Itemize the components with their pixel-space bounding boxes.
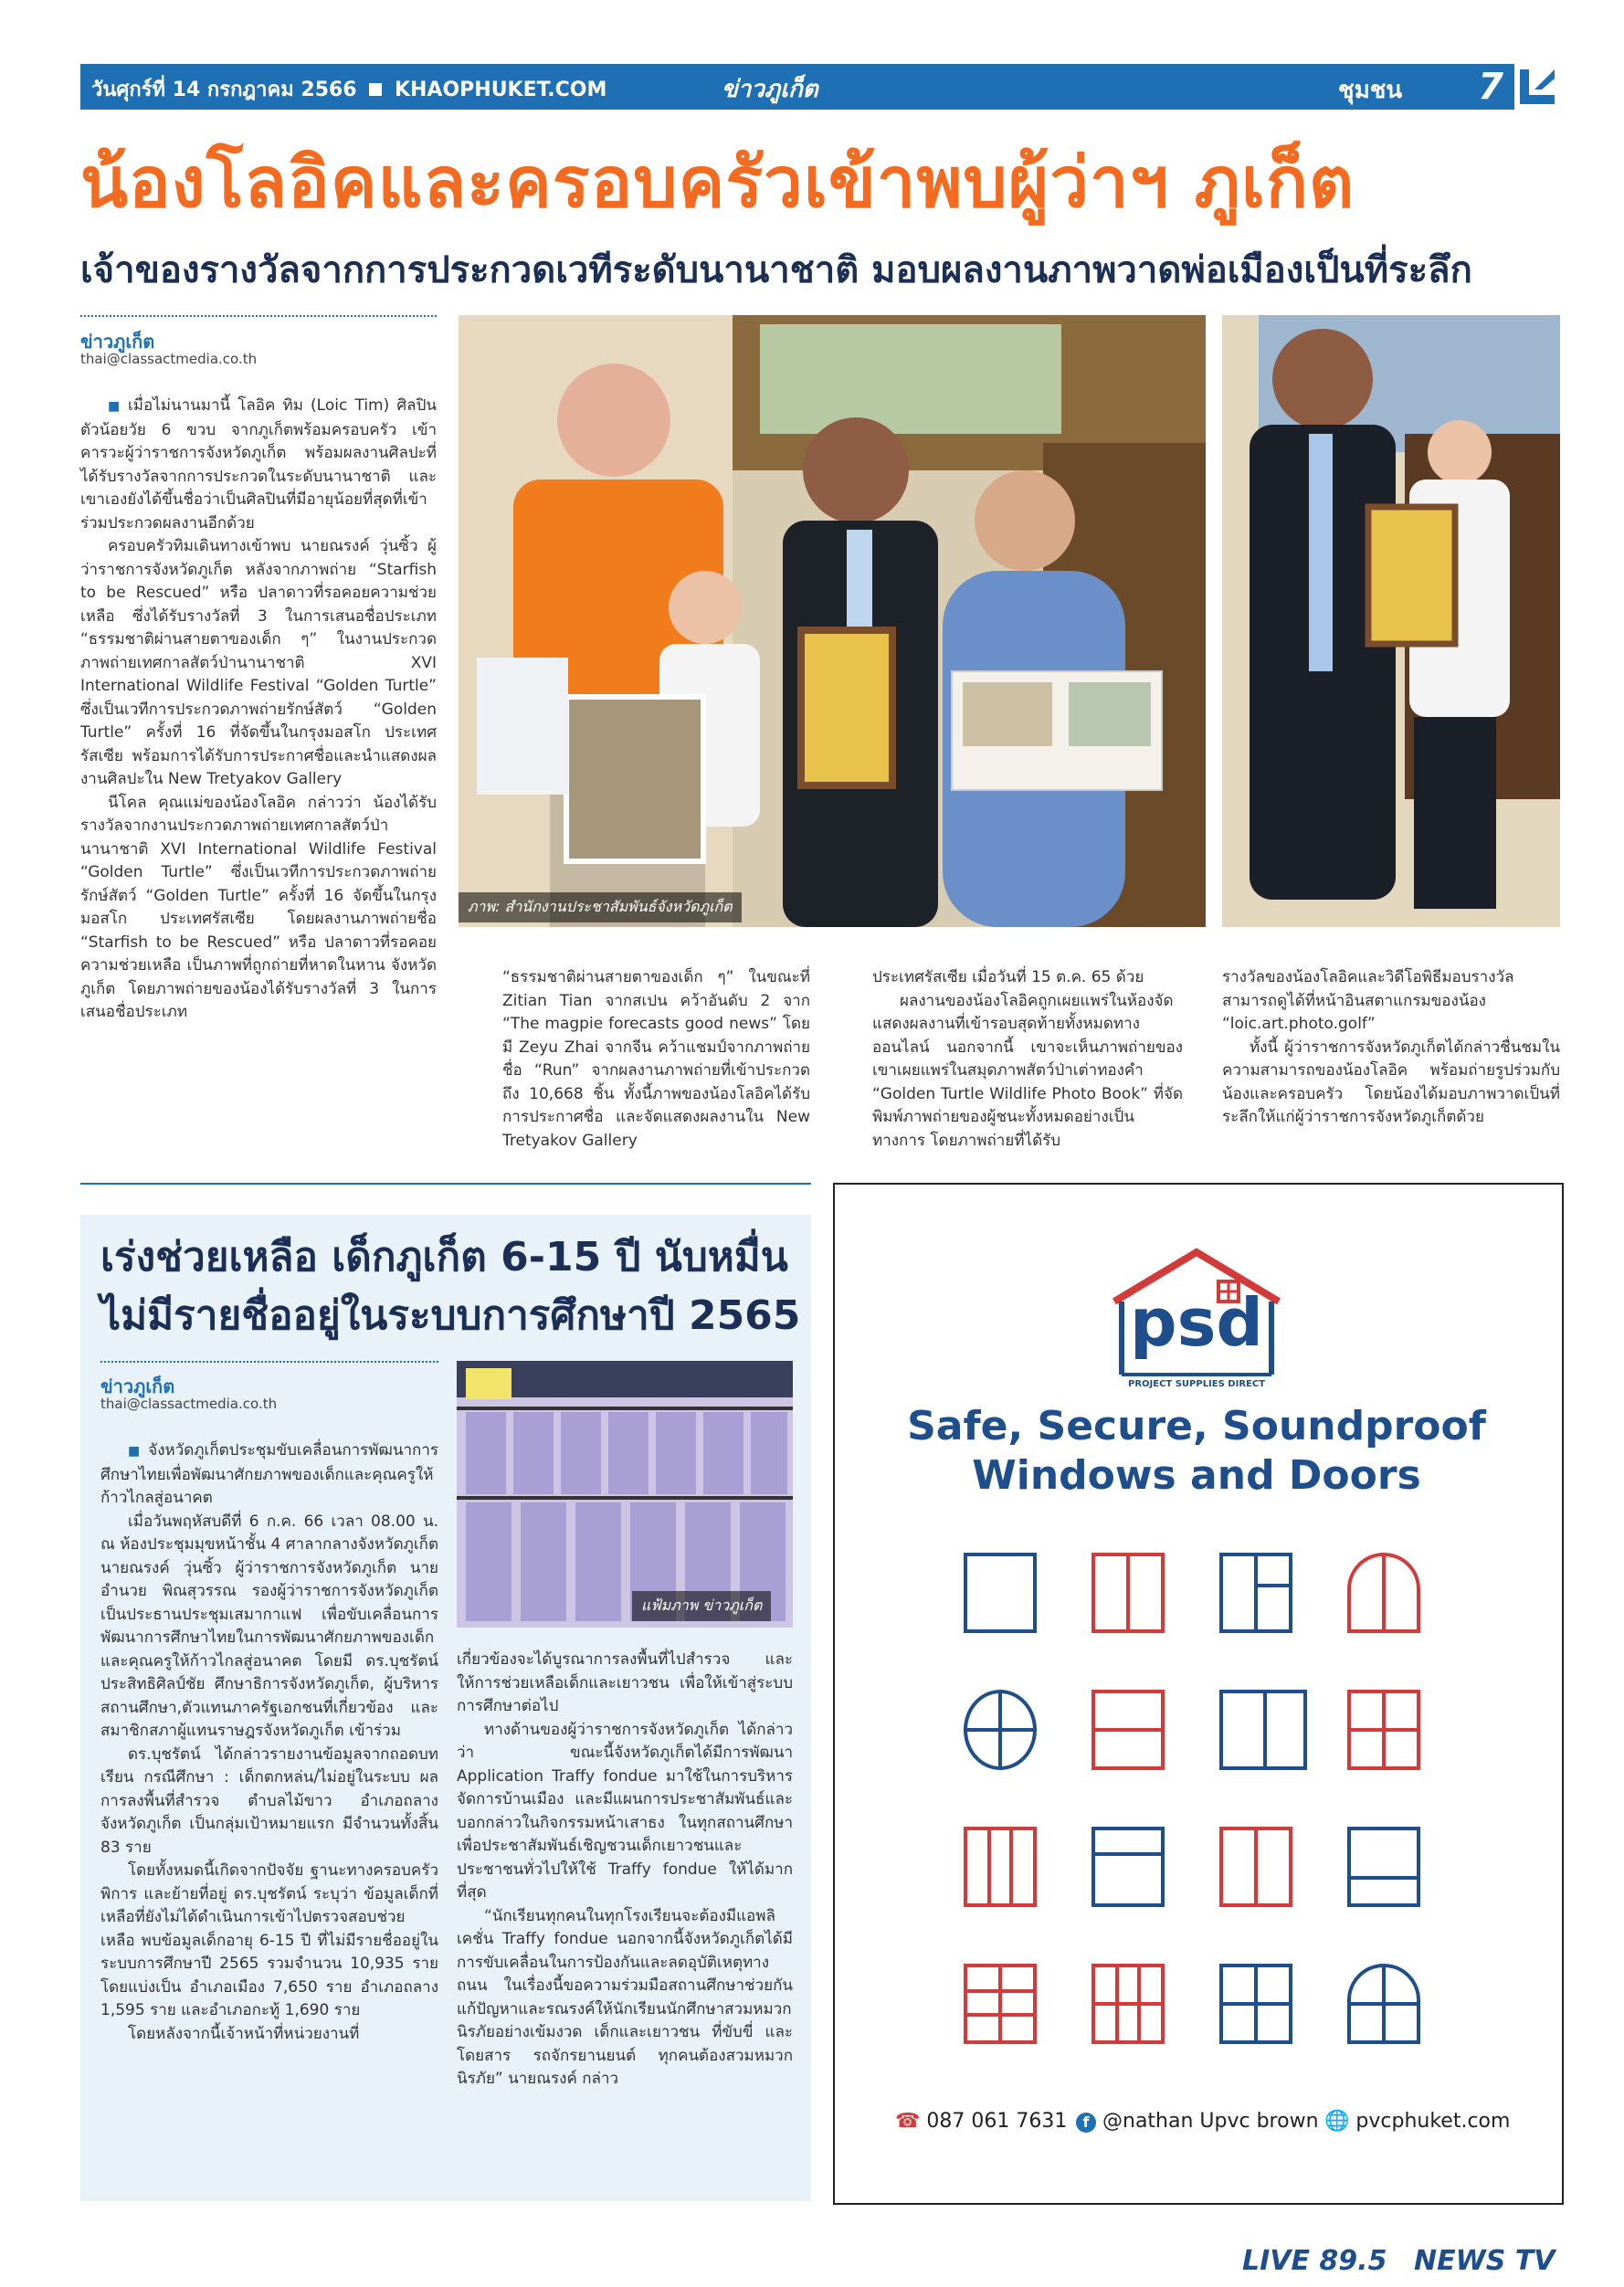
- arched-window-icon: [1347, 1553, 1420, 1633]
- byline-email[interactable]: thai@classactmedia.co.th: [100, 1396, 278, 1412]
- round-window-icon: [964, 1690, 1037, 1770]
- site-url[interactable]: KHAOPHUKET.COM: [394, 79, 607, 101]
- paragraph: “นักเรียนทุกคนในทุกโรงเรียนจะต้องมีแอพลิเคชั่น Traffy fondue นอกจากนี้จังหวัดภูเก็ตได้มีการขับเคลื่อนในการป้องกันและลดอุบัติเหตุทางถนน ในเรื่องนี้ขอความร่วมมือสถานศึกษาช่วยกันแก้ปัญหาและรณรงค์ให้นักเรียนนักศึกษาสวมหมวกนิรภัยอย่างเข้มงวด เด็กและเยาวชน ที่ขับขี่ และโดยสาร รถจักรยานยนต์ ทุกคนต้องสวมหมวกนิรภัย” นายณรงค์ กล่าว: [457, 1906, 793, 2088]
- door-icon: [1347, 1827, 1420, 1907]
- article1-column-4: [1222, 966, 1560, 1130]
- paragraph: โดยทั้งหมดนี้เกิดจากปัจจัย ฐานะทางครอบครัว พิการ และย้ายที่อยู่ ดร.บุชรัตน์ ระบุว่า ข้อมูลเด็กที่เหลือที่ยังไม่ได้ดำเนินการเข้าไปตรวจสอบช่วยเหลือ พบข้อมูลเด็กอายุ 6-15 ปี ที่ไม่มีรายชื่ออยู่ในระบบการศึกษาปี 2565 รวมจำนวน 10,935 รายโดยแบ่งเป็น อำเภอเมือง 7,650 ราย อำเภอถลาง 1,595 ราย และอำเภอกะทู้ 1,690 ราย: [100, 1861, 438, 2019]
- section-name: ชุมชน: [1338, 77, 1403, 104]
- tilt-window-icon: [1091, 1827, 1165, 1907]
- headline-line: Windows and Doors: [972, 1452, 1421, 1499]
- multi-pane-window-icon: [1091, 1964, 1165, 2044]
- bay-window-icon: [1219, 1964, 1292, 2044]
- paragraph: เกี่ยวข้องจะได้บูรณาการลงพื้นที่ไปสำรวจ และให้การช่วยเหลือเด็กและเยาวชน เพื่อให้เข้าสู่ระบบการศึกษาต่อไป: [457, 1650, 793, 1715]
- globe-icon: 🌐: [1324, 2110, 1350, 2133]
- article2-column-1: [100, 1439, 438, 2046]
- radio-logo: LIVE 89.5: [1242, 2245, 1387, 2277]
- section-divider: [80, 1183, 811, 1185]
- triple-pane-window-icon: [964, 1827, 1037, 1907]
- psd-brand: psd: [1130, 1284, 1263, 1361]
- square-separator-icon: [369, 83, 382, 96]
- phone-text: 087 061 7631: [926, 2110, 1068, 2133]
- website-text: pvcphuket.com: [1355, 2110, 1511, 2133]
- paragraph: ประเทศรัสเซีย เมื่อวันที่ 15 ต.ค. 65 ด้วย: [872, 968, 1144, 986]
- byline-divider: [100, 1361, 438, 1363]
- paragraph: ครอบครัวทิมเดินทางเข้าพบ นายณรงค์ วุ่นซิ้ว ผู้ว่าราชการจังหวัดภูเก็ต หลังจากภาพถ่าย “Starfish to be Rescued” หรือ ปลาดาวที่รอคอยความช่วยเหลือ ซึ่งได้รับรางวัลที่ 3 ในการเสนอชื่อประเภท “ธรรมชาติผ่านสายตาของเด็ก ๆ” ในงานประกวดภาพถ่ายเทศกาลสัตว์ป่านานาชาติ XVI International Wildlife Festival “Golden Turtle” ซึ่งเป็นเวทีการประกวดภาพถ่ายรักษ์สัตว์ “Golden Turtle” ครั้งที่ 16 ที่จัดขึ้นในกรุงมอสโก ประเทศรัสเซีย พร้อมการได้รับการประกาศชื่อและนำแสดงผลงานศิลปะใน New Tretyakov Gallery: [80, 537, 437, 788]
- french-door-icon: [964, 1964, 1037, 2044]
- paragraph: ดร.บุชรัตน์ ได้กล่าวรายงานข้อมูลจากถอดบทเรียน กรณีศึกษา : เด็กตกหล่น/ไม่อยู่ในระบบ ผลการลงพื้นที่สำรวจ ตำบลไม้ขาว อำเภอถลาง จังหวัดภูเก็ต เป็นกลุ่มเป้าหมายแรก มีจำนวนทั้งสิ้น 83 ราย: [100, 1744, 438, 1857]
- photo-credit: ภาพ: สำนักงานประชาสัมพันธ์จังหวัดภูเก็ต: [459, 892, 742, 922]
- headline-line: Safe, Secure, Soundproof: [907, 1403, 1486, 1449]
- facebook-icon: f: [1076, 2113, 1096, 2133]
- paragraph: ■ เมื่อไม่นานมานี้ โลอิค ทิม (Loic Tim) ศิลปินตัวน้อยวัย 6 ขวบ จากภูเก็ตพร้อมครอบครัว เข้าคารวะผู้ว่าราชการจังหวัดภูเก็ต พร้อมผลงานศิลปะที่ได้รับรางวัลจากการประกวดในระดับนานาชาติ และเขาเองยังได้ขึ้นชื่อว่าเป็นศิลปินที่มีอายุน้อยที่สุดที่เข้าร่วมประกวดผลงานอีกด้วย: [80, 396, 437, 532]
- phone-icon: ☎: [895, 2110, 921, 2133]
- sash-window-icon: [1091, 1690, 1165, 1770]
- article2-headline: [100, 1228, 804, 1345]
- sliding-window-icon: [1219, 1690, 1307, 1770]
- governor-family-photo: [459, 315, 1206, 927]
- paragraph: ทางด้านของผู้ว่าราชการจังหวัดภูเก็ต ได้กล่าวว่า ขณะนี้จังหวัดภูเก็ตได้มีการพัฒนา Application Traffy fondue มาใช้ในการบริหารจัดการบ้านเมือง และมีแผนการประชาสัมพันธ์และบอกกล่าวในกิจกรรมหน้าเสาธง ในทุกสถานศึกษา เพื่อประชาสัมพันธ์เชิญชวนเด็กเยาวชนและประชาชนทั่วไปให้ใช้ Traffy fondue ให้ได้มากที่สุด: [457, 1720, 793, 1902]
- ad-phone[interactable]: [895, 2110, 1067, 2133]
- article1-column-2: [502, 966, 810, 1153]
- ad-headline: [833, 1402, 1560, 1501]
- paragraph: นีโคล คุณแม่ของน้องโลอิค กล่าวว่า น้องได้รับรางวัลจากงานประกวดภาพถ่ายเทศกาลสัตว์ป่านานาชาติ XVI International Wildlife Festival “Golden Turtle” ซึ่งเป็นเวทีการประกวดภาพถ่ายรักษ์สัตว์ “Golden Turtle” ครั้งที่ 16 จัดขึ้นในกรุงมอสโก ประเทศรัสเซีย โดยผลงานภาพถ่ายชื่อ “Starfish to be Rescued” หรือ ปลาดาวที่รอคอยความช่วยเหลือ เป็นภาพที่ถูกถ่ายที่หาดในหาน จังหวัดภูเก็ต โดยภาพถ่ายของน้องได้รับรางวัลที่ 3 ในการเสนอชื่อประเภท: [80, 793, 437, 1021]
- governor-boy-photo: [1222, 315, 1560, 927]
- split-window-icon: [1219, 1553, 1292, 1633]
- arched-grid-window-icon: [1347, 1964, 1420, 2044]
- corner-mark-icon: [1514, 64, 1560, 110]
- header-date: [91, 73, 606, 105]
- newspaper-logo: ข่าวภูเก็ต: [722, 76, 818, 103]
- paragraph: “ธรรมชาติผ่านสายตาของเด็ก ๆ” ในขณะที่ Zitian Tian จากสเปน คว้าอันดับ 2 จาก “The magpie forecasts good news” โดยมี Zeyu Zhai จากจีน คว้าแชมป์จากภาพถ่ายชื่อ “Run” จากผลงานภาพถ่ายที่เข้าประกวดถึง 10,668 ชิ้น ทั้งนี้ภาพของน้องโลอิคได้รับการประกาศชื่อ และจัดแสดงผลงานใน New Tretyakov Gallery: [502, 968, 810, 1150]
- facebook-text: @nathan Upvc brown: [1102, 2110, 1319, 2133]
- bullet-icon: ■: [108, 399, 122, 414]
- main-subheadline: เจ้าของรางวัลจากการประกวดเวทีระดับนานาชาติ มอบผลงานภาพวาดพ่อเมืองเป็นที่ระลึก: [80, 249, 1472, 291]
- headline-line: เร่งช่วยเหลือ เด็กภูเก็ต 6-15 ปี นับหมื่น: [100, 1234, 788, 1281]
- uniforms-photo: [457, 1361, 793, 1628]
- casement-window-icon: [1219, 1827, 1292, 1907]
- tv-logo: NEWS TV: [1414, 2245, 1555, 2277]
- article2-column-2: [457, 1649, 793, 2092]
- byline-divider: [80, 315, 437, 317]
- headline-line: ไม่มีรายชื่ออยู่ในระบบการศึกษาปี 2565: [100, 1292, 801, 1339]
- date-text: วันศุกร์ที่ 14 กรกฎาคม 2566: [91, 79, 357, 101]
- byline-email[interactable]: thai@classactmedia.co.th: [80, 351, 258, 367]
- photo-credit: แฟ้มภาพ ข่าวภูเก็ต: [632, 1591, 771, 1621]
- ad-website[interactable]: [1324, 2110, 1510, 2133]
- main-headline: น้องโลอิคและครอบครัวเข้าพบผู้ว่าฯ ภูเก็ต: [80, 142, 1355, 223]
- paragraph: ทั้งนี้ ผู้ว่าราชการจังหวัดภูเก็ตได้กล่าวชื่นชมในความสามารถของน้องโลอิค พร้อมถ่ายรูปร่วมกับน้องและครอบครัว โดยน้องได้มอบภาพวาดเป็นที่ระลึกให้แก่ผู้ว่าราชการจังหวัดภูเก็ตด้วย: [1222, 1038, 1560, 1126]
- paragraph: ผลงานของน้องโลอิคถูกเผยแพร่ในห้องจัดแสดงผลงานที่เข้ารอบสุดท้ายทั้งหมดทางออนไลน์ นอกจากนี้ เขาจะเห็นภาพถ่ายของเขาเผยแพร่ในสมุดภาพสัตว์ป่าเต่าทองคำ “Golden Turtle Wildlife Photo Book” ที่จัดพิมพ์ภาพถ่ายของผู้ชนะทั้งหมดอย่างเป็นทางการ โดยภาพถ่ายที่ได้รับ: [872, 991, 1183, 1150]
- paragraph: รางวัลของน้องโลอิคและวิดีโอพิธีมอบรางวัลสามารถดูได้ที่หน้าอินสตาแกรมของน้อง “loic.art.photo.golf”: [1222, 968, 1514, 1033]
- double-window-icon: [1091, 1553, 1165, 1633]
- single-window-icon: [964, 1553, 1037, 1633]
- paragraph: ■ จังหวัดภูเก็ตประชุมขับเคลื่อนการพัฒนาการศึกษาไทยเพื่อพัฒนาศักยภาพของเด็กและคุณครูให้ก้าวไกลสู่อนาคต: [100, 1441, 438, 1507]
- paragraph: เมื่อวันพฤหัสบดีที่ 6 ก.ค. 66 เวลา 08.00 น. ณ ห้องประชุมมุขหน้าชั้น 4 ศาลากลางจังหวัดภูเก็ต นายณรงค์ วุ่นซิ้ว ผู้ว่าราชการจังหวัดภูเก็ต นายอำนวย พิณสุวรรณ รองผู้ว่าราชการจังหวัดภูเก็ต เป็นประธานประชุมเสมากาแฟ เพื่อขับเคลื่อนการพัฒนาการศึกษาไทยในการพัฒนาศักยภาพของเด็กและคุณครูให้ก้าวไกลสู่อนาคต โดยมี ดร.บุชรัตน์ ประสิทธิศิลป์ชัย ศึกษาธิการจังหวัดภูเก็ต, ผู้บริหารสถานศึกษา,ตัวแทนภาครัฐเอกชนที่เกี่ยวข้อง และสมาชิกสภาผู้แทนราษฎรจังหวัดภูเก็ต เข้าร่วม: [100, 1512, 438, 1740]
- grid-window-icon: [1347, 1690, 1420, 1770]
- psd-brand-sub: PROJECT SUPPLIES DIRECT: [1127, 1379, 1266, 1389]
- article1-column-1: [80, 395, 437, 1025]
- paragraph: โดยหลังจากนี้เจ้าหน้าที่หน่วยงานที่: [128, 2024, 360, 2043]
- ad-facebook[interactable]: [1076, 2110, 1319, 2133]
- bullet-icon: ■: [128, 1444, 143, 1459]
- byline-name: ข่าวภูเก็ต: [100, 1375, 175, 1397]
- article1-column-3: [872, 966, 1183, 1153]
- byline-name: ข่าวภูเก็ต: [80, 331, 155, 353]
- page-number: 7: [1478, 66, 1503, 108]
- window-icons-grid: [964, 1553, 1429, 2046]
